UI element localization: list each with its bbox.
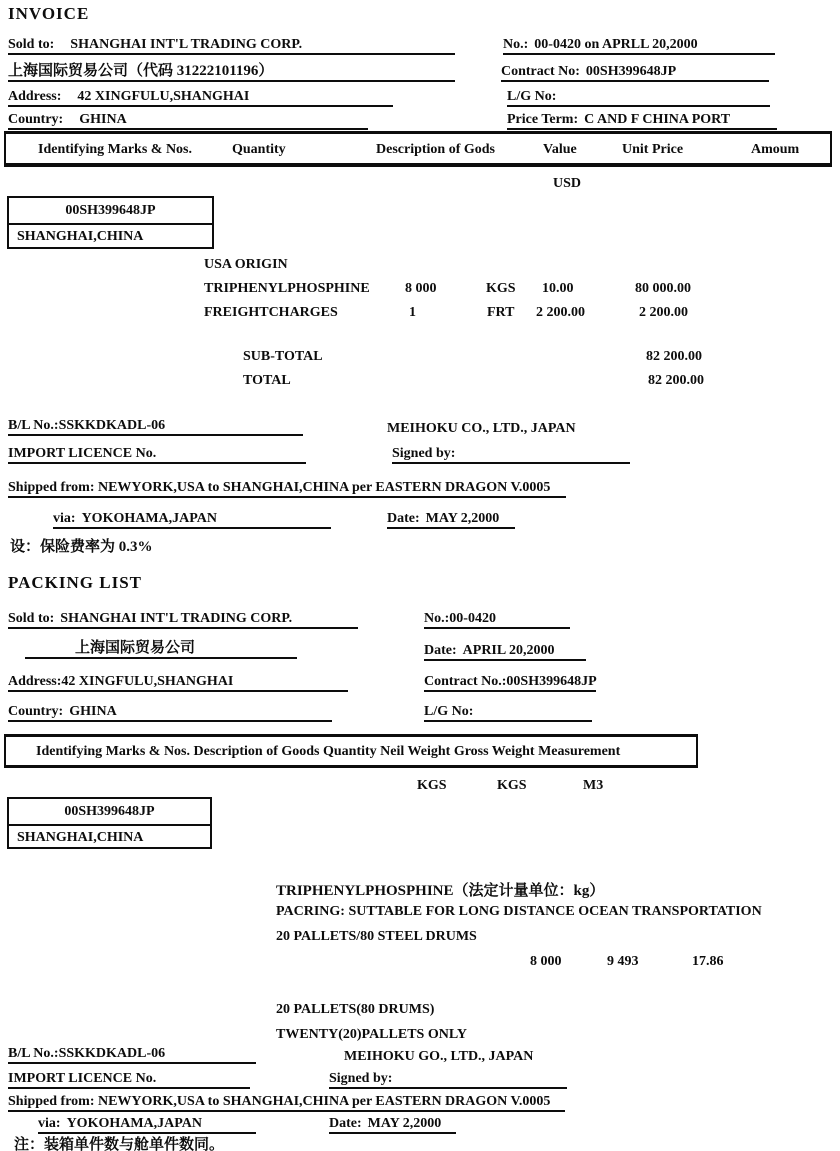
- invoice-total-label: TOTAL: [243, 373, 291, 388]
- pl-table-header-box: [4, 734, 698, 768]
- pl-desc-line1: TRIPHENYLPHOSPHINE（法定计量单位：kg）: [276, 883, 605, 899]
- invoice-sold-to-value: SHANGHAI INT'L TRADING CORP.: [70, 37, 303, 52]
- pl-date-footer-label: Date:: [329, 1116, 362, 1131]
- invoice-price-term-label: Price Term:: [507, 112, 579, 127]
- invoice-insurance-note: 设：保险费率为 0.3%: [10, 539, 153, 555]
- pl-table-header-line: Identifying Marks & Nos. Description of Goods Quantity Neil Weight Gross Weight Measurement: [36, 744, 621, 759]
- pl-measurement: 17.86: [692, 954, 724, 969]
- pl-unit-net: KGS: [497, 778, 527, 793]
- invoice-title: INVOICE: [8, 4, 90, 23]
- row2-quantity: 1: [409, 305, 416, 320]
- invoice-contract-label: Contract No:: [501, 64, 580, 79]
- pl-country-value: GHINA: [69, 704, 117, 719]
- invoice-signed-by-line: [392, 442, 630, 464]
- pl-marks-line1: 00SH399648JP: [9, 799, 210, 826]
- invoice-col-amount: Amoum: [751, 142, 800, 157]
- invoice-col-value: Value: [543, 142, 577, 157]
- invoice-contract-value: 00SH399648JP: [585, 64, 677, 79]
- invoice-sold-to-label: Sold to:: [8, 37, 55, 52]
- invoice-lg-label: L/G No:: [507, 89, 557, 104]
- invoice-col-marks: Identifying Marks & Nos.: [38, 142, 193, 157]
- invoice-country-value: GHINA: [79, 112, 127, 127]
- pl-no-line: [424, 607, 570, 629]
- pl-bl-line: [8, 1042, 256, 1064]
- pl-pallets-line2: TWENTY(20)PALLETS ONLY: [276, 1027, 467, 1042]
- pl-pallets-line1: 20 PALLETS(80 DRUMS): [276, 1002, 435, 1017]
- pl-shipped-from-line: [8, 1090, 565, 1112]
- pl-country-line: [8, 700, 332, 722]
- invoice-import-licence-text: IMPORT LICENCE No.: [8, 446, 157, 461]
- row1-description: TRIPHENYLPHOSPHINE: [204, 281, 370, 296]
- invoice-via-line: [53, 507, 331, 529]
- invoice-company-cn-line: [8, 59, 455, 82]
- row1-unit-price: 10.00: [542, 281, 574, 296]
- pl-date-label: Date:: [424, 643, 457, 658]
- pl-date-footer-value: MAY 2,2000: [367, 1116, 442, 1131]
- pl-company-cn: 上海国际贸易公司: [75, 640, 196, 656]
- invoice-price-term-line: [507, 108, 777, 130]
- row2-amount: 2 200.00: [639, 305, 688, 320]
- invoice-company-cn: 上海国际贸易公司（代码 31222101196）: [8, 63, 274, 79]
- invoice-country-label: Country:: [8, 112, 64, 127]
- pl-no-label: No.:: [424, 611, 450, 626]
- pl-desc-line3: 20 PALLETS/80 STEEL DRUMS: [276, 929, 477, 944]
- row1-quantity: 8 000: [405, 281, 437, 296]
- pl-signed-by-label: Signed by:: [329, 1071, 393, 1086]
- row2-unit-price: 2 200.00: [536, 305, 585, 320]
- pl-contract-line: [424, 670, 596, 692]
- invoice-bl-text: B/L No.:SSKKDKADL-06: [8, 418, 166, 433]
- invoice-price-term-value: C AND F CHINA PORT: [584, 112, 731, 127]
- invoice-company: MEIHOKU CO., LTD., JAPAN: [387, 421, 576, 436]
- pl-unit-meas: M3: [583, 778, 604, 793]
- invoice-col-quantity: Quantity: [232, 142, 286, 157]
- pl-date-value: APRIL 20,2000: [462, 643, 555, 658]
- pl-lg-label: L/G No:: [424, 704, 474, 719]
- pl-date-line: [424, 639, 586, 661]
- row1-amount: 80 000.00: [635, 281, 691, 296]
- invoice-via-value: YOKOHAMA,JAPAN: [81, 511, 218, 526]
- pl-address-value: 42 XINGFULU,SHANGHAI: [61, 674, 234, 689]
- pl-address-line: [8, 670, 348, 692]
- pl-sold-to-label: Sold to:: [8, 611, 55, 626]
- pl-net-weight: 9 493: [607, 954, 639, 969]
- invoice-date-line: [387, 507, 515, 529]
- invoice-via-label: via:: [53, 511, 76, 526]
- invoice-contract-line: [501, 59, 769, 82]
- row1-unit: KGS: [486, 281, 516, 296]
- invoice-country-line: [8, 108, 368, 130]
- pl-contract-label: Contract No.:: [424, 674, 507, 689]
- pl-unit-qty: KGS: [417, 778, 447, 793]
- invoice-marks-box: [7, 196, 214, 249]
- row2-description: FREIGHTCHARGES: [204, 305, 338, 320]
- pl-sold-to-value: SHANGHAI INT'L TRADING CORP.: [60, 611, 293, 626]
- pl-company: MEIHOKU GO., LTD., JAPAN: [344, 1049, 534, 1064]
- pl-import-licence-line: [8, 1067, 250, 1089]
- pl-no-value: 00-0420: [449, 611, 496, 626]
- pl-sold-to-line: [8, 607, 358, 629]
- pl-shipped-from-text: Shipped from: NEWYORK,USA to SHANGHAI,CHINA per EASTERN DRAGON V.0005: [8, 1094, 551, 1109]
- invoice-no-value: 00-0420 on APRLL 20,2000: [534, 37, 698, 52]
- pl-signed-by-line: [329, 1067, 567, 1089]
- pl-company-cn-line: [25, 639, 297, 659]
- invoice-address-line: [8, 85, 393, 107]
- invoice-col-description: Description of Gods: [376, 142, 495, 157]
- invoice-address-value: 42 XINGFULU,SHANGHAI: [77, 89, 250, 104]
- invoice-currency: USD: [553, 176, 582, 191]
- invoice-shipped-from-text: Shipped from: NEWYORK,USA to SHANGHAI,CHINA per EASTERN DRAGON V.0005: [8, 480, 551, 495]
- packing-list-title: PACKING LIST: [8, 573, 143, 592]
- row2-unit: FRT: [487, 305, 515, 320]
- pl-contract-value: 00SH399648JP: [506, 674, 597, 689]
- invoice-col-unit-price: Unit Price: [622, 142, 684, 157]
- invoice-subtotal-label: SUB-TOTAL: [243, 349, 323, 364]
- pl-bl-text: B/L No.:SSKKDKADL-06: [8, 1046, 166, 1061]
- invoice-import-licence-line: [8, 442, 306, 464]
- invoice-address-label: Address:: [8, 89, 62, 104]
- invoice-subtotal-value: 82 200.00: [646, 349, 702, 364]
- pl-marks-line2: SHANGHAI,CHINA: [17, 829, 144, 845]
- pl-country-label: Country:: [8, 704, 64, 719]
- pl-desc-line2: PACRING: SUTTABLE FOR LONG DISTANCE OCEAN TRANSPORTATION: [276, 904, 762, 919]
- invoice-no-line: [503, 33, 775, 55]
- pl-lg-line: [424, 700, 592, 722]
- pl-date-footer-line: [329, 1112, 456, 1134]
- pl-address-label: Address:: [8, 674, 62, 689]
- pl-via-line: [38, 1112, 256, 1134]
- invoice-no-label: No.:: [503, 37, 529, 52]
- invoice-table-header-box: [4, 131, 832, 167]
- invoice-marks-line2: SHANGHAI,CHINA: [17, 228, 144, 244]
- pl-import-licence-text: IMPORT LICENCE No.: [8, 1071, 157, 1086]
- invoice-sold-to-line: [8, 33, 455, 55]
- invoice-lg-line: [507, 85, 770, 107]
- invoice-bl-line: [8, 414, 303, 436]
- pl-qty: 8 000: [530, 954, 562, 969]
- pl-via-value: YOKOHAMA,JAPAN: [66, 1116, 203, 1131]
- pl-marks-box: [7, 797, 212, 849]
- invoice-origin: USA ORIGIN: [204, 257, 288, 272]
- invoice-shipped-from-line: [8, 476, 566, 498]
- pl-note: 注：装箱单件数与舱单件数同。: [14, 1137, 225, 1151]
- invoice-date-value: MAY 2,2000: [425, 511, 500, 526]
- pl-via-label: via:: [38, 1116, 61, 1131]
- invoice-signed-by-label: Signed by:: [392, 446, 456, 461]
- invoice-marks-line1: 00SH399648JP: [9, 198, 212, 225]
- invoice-date-label: Date:: [387, 511, 420, 526]
- invoice-total-value: 82 200.00: [648, 373, 704, 388]
